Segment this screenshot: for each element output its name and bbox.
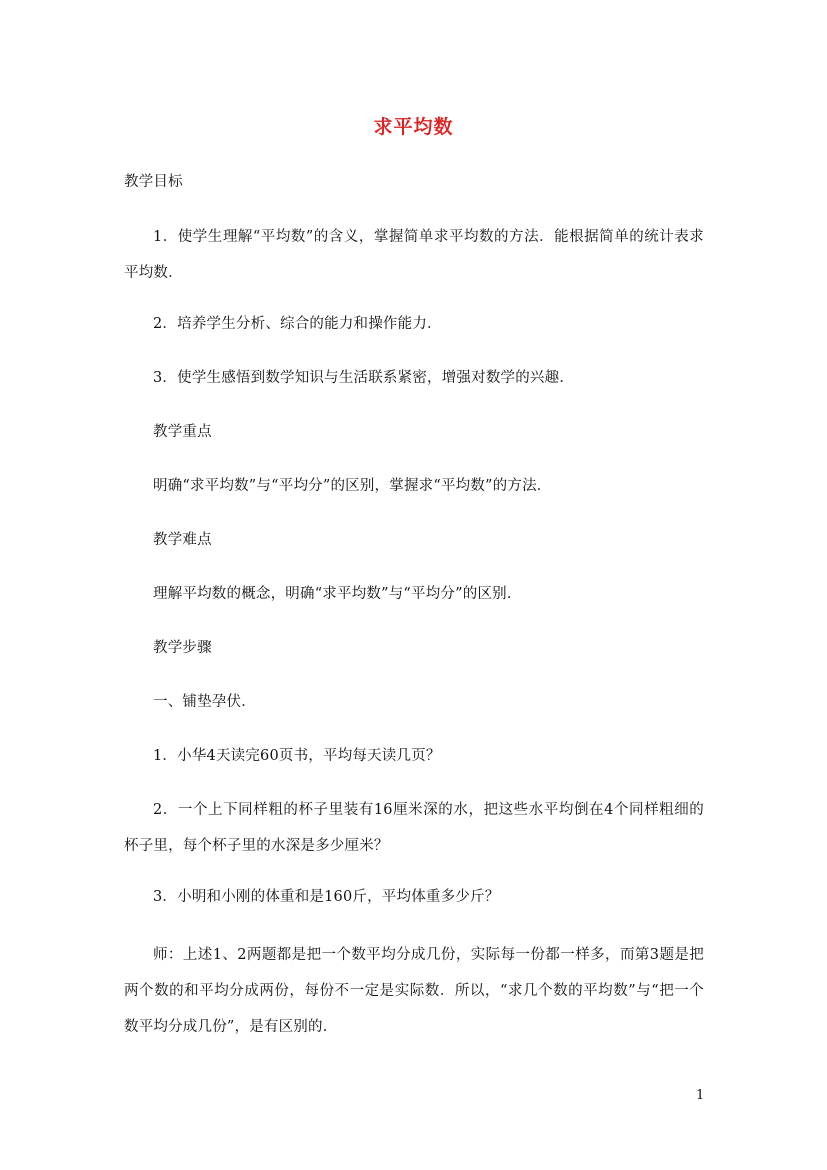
question-1: 1．小华4天读完60页书，平均每天读几页？ [153, 748, 441, 764]
section-heading-difficulty: 教学难点 [153, 532, 212, 548]
objective-paragraph-3: 3．使学生感悟到数学知识与生活联系紧密，增强对数学的兴趣． [153, 370, 575, 386]
teacher-note-paragraph: 师：上述1、2两题都是把一个数平均分成几份，实际每一份都一样多，而第3题是把两个数的和平均分成两份，每份不一定是实际数．所以，“求几个数的平均数”与“把一个数平均分成几份”，是有区别的． [124, 947, 704, 1035]
key-point-paragraph: 明确“求平均数”与“平均分”的区别，掌握求“平均数”的方法． [153, 478, 552, 494]
document-title: 求平均数 [373, 116, 454, 138]
section-heading-key-points: 教学重点 [153, 424, 212, 440]
question-2: 2．一个上下同样粗的杯子里装有16厘米深的水，把这些水平均倒在4个同样粗细的杯子里，每个杯子里的水深是多少厘米？ [124, 802, 704, 854]
step-1-heading: 一、铺垫孕伏． [153, 694, 256, 710]
page-number: 1 [696, 1088, 705, 1103]
section-heading-objectives: 教学目标 [124, 174, 183, 190]
question-3: 3．小明和小刚的体重和是160斤，平均体重多少斤？ [153, 889, 500, 905]
objective-paragraph-1: 1．使学生理解“平均数”的含义，掌握简单求平均数的方法．能根据简单的统计表求平均数． [124, 229, 704, 281]
difficulty-paragraph: 理解平均数的概念，明确“求平均数”与“平均分”的区别． [153, 586, 522, 602]
section-heading-steps: 教学步骤 [153, 640, 212, 656]
objective-paragraph-2: 2．培养学生分析、综合的能力和操作能力． [153, 316, 442, 332]
